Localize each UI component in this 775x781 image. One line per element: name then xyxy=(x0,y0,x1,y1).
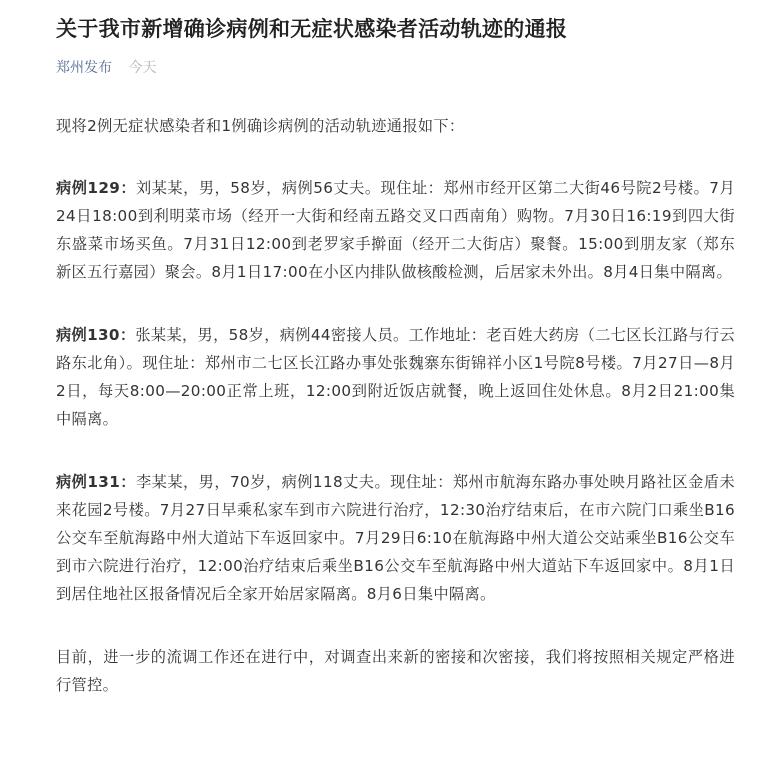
case-text: 李某某，男，70岁，病例118丈夫。现住址：郑州市航海东路办事处映月路社区金盾未来花园2号楼。7月27日早乘私家车到市六院进行治疗，12:30治疗结束后，在市六院门口乘坐B16公交车至航海路中州大道站下车返回家中。7月29日6:10在航海路中州大道公交站乘坐B16公交车到市六院进行治疗，12:00治疗结束后乘坐B16公交车至航海路中州大道站下车返回家中。8月1日到居住地社区报备情况后全家开始居家隔离。8月6日集中隔离。 xyxy=(56,473,735,603)
closing-paragraph: 目前，进一步的流调工作还在进行中，对调查出来新的密接和次密接，我们将按照相关规定严格进行管控。 xyxy=(56,648,735,694)
case-label: 病例131： xyxy=(56,473,136,491)
article-body xyxy=(56,112,735,699)
case-label: 病例130： xyxy=(56,326,136,344)
case-text: 刘某某，男，58岁，病例56丈夫。现住址：郑州市经开区第二大街46号院2号楼。7月24日18:00到利明菜市场（经开一大街和经南五路交叉口西南角）购物。7月30日16:19到四大街东盛菜市场买鱼。7月31日12:00到老罗家手擀面（经开二大街店）聚餐。15:00到朋友家（郑东新区五行嘉园）聚会。8月1日17:00在小区内排队做核酸检测，后居家未外出。8月4日集中隔离。 xyxy=(56,179,735,281)
case-label: 病例129： xyxy=(56,179,137,197)
case-paragraph-130 xyxy=(56,321,735,433)
article-title: 关于我市新增确诊病例和无症状感染者活动轨迹的通报 xyxy=(56,17,568,41)
article-meta xyxy=(56,58,735,78)
case-paragraph-129 xyxy=(56,174,735,286)
case-paragraph-131 xyxy=(56,468,735,608)
author-link[interactable]: 郑州发布 xyxy=(56,60,112,76)
intro-paragraph: 现将2例无症状感染者和1例确诊病例的活动轨迹通报如下： xyxy=(56,117,465,135)
case-text: 张某某，男，58岁，病例44密接人员。工作地址：老百姓大药房（二七区长江路与行云路东北角）。现住址：郑州市二七区长江路办事处张魏寨东街锦祥小区1号院8号楼。7月27日—8月2日，每天8:00—20:00正常上班，12:00到附近饭店就餐，晚上返回住处休息。8月2日21:00集中隔离。 xyxy=(56,326,735,428)
publish-time: 今天 xyxy=(128,60,157,76)
